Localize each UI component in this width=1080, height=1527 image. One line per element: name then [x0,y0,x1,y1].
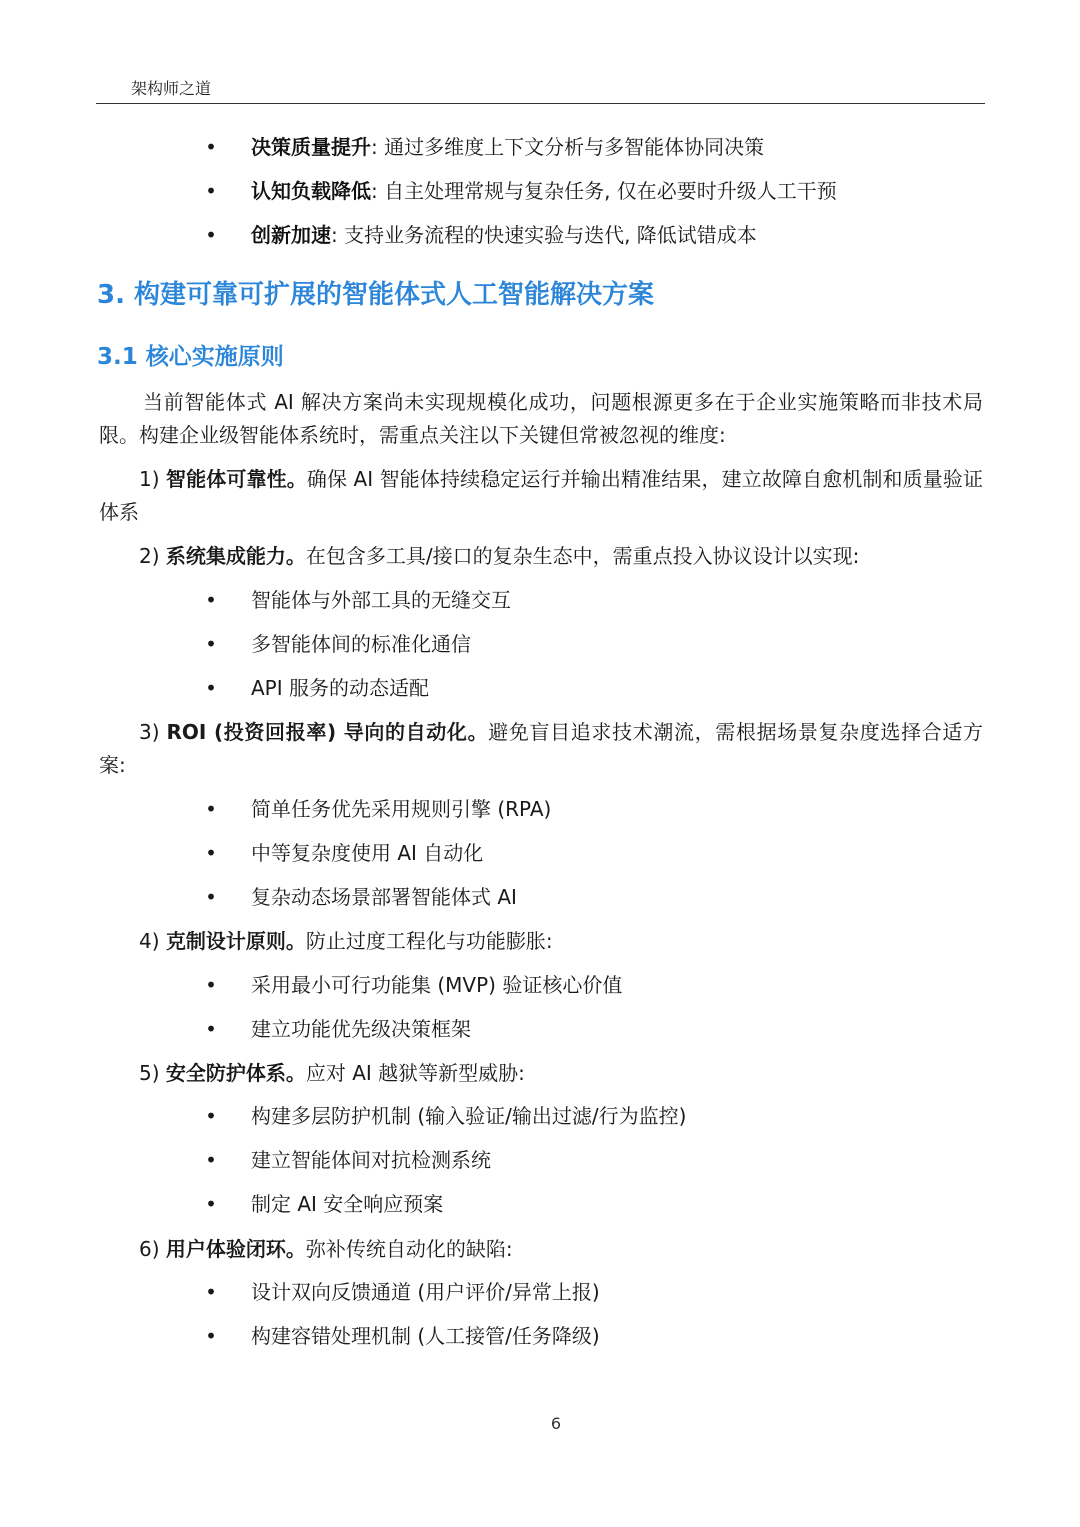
section-heading: 3. 构建可靠可扩展的智能体式人工智能解决方案 [97,280,655,310]
bullet-icon: • [205,1148,217,1172]
item-number: 5) [139,1061,160,1085]
bullet-text: 采用最小可行功能集 (MVP) 验证核心价值 [251,973,623,997]
item-title: 用户体验闭环。 [165,1237,306,1261]
list-item [0,838,1080,868]
page-number: 6 [550,1414,562,1433]
bullet-text: 构建多层防护机制 (输入验证/输出过滤/行为监控) [251,1104,687,1128]
bullet-icon: • [205,1104,217,1128]
bullet-icon: • [205,223,217,247]
header-divider [96,103,985,104]
principle-item-6 [99,1233,983,1266]
item-number: 4) [139,929,160,953]
item-text: 在包含多工具/接口的复杂生态中，需重点投入协议设计以实现: [305,544,860,568]
list-item [0,1321,1080,1351]
bullet-text: : 支持业务流程的快速实验与迭代, 降低试错成本 [331,223,757,247]
item-text: 弥补传统自动化的缺陷: [305,1237,513,1261]
item-number: 2) [139,544,160,568]
list-item [0,1189,1080,1219]
bullet-icon: • [205,1192,217,1216]
list-item [0,629,1080,659]
list-item [0,673,1080,703]
item-title: 克制设计原则。 [165,929,306,953]
intro-text: 当前智能体式 AI 解决方案尚未实现规模化成功，问题根源更多在于企业实施策略而非技术局限。构建企业级智能体系统时，需重点关注以下关键但常被忽视的维度: [99,390,983,447]
bullet-icon: • [205,1324,217,1348]
item-text: 应对 AI 越狱等新型威胁: [305,1061,525,1085]
item-text: 确保 AI 智能体持续稳定运行并输出精准结果，建立故障自愈机制和质量验证体系 [99,467,984,524]
list-item [0,220,1080,250]
bullet-icon: • [205,797,217,821]
list-item [0,794,1080,824]
bullet-icon: • [205,676,217,700]
bullet-text: 多智能体间的标准化通信 [251,632,471,656]
bullet-icon: • [205,885,217,909]
bullet-icon: • [205,1017,217,1041]
bullet-icon: • [205,1280,217,1304]
item-title: 智能体可靠性。 [166,467,307,491]
item-title: 系统集成能力。 [165,544,306,568]
bullet-term: 决策质量提升 [251,135,371,159]
bullet-icon: • [205,135,217,159]
item-number: 6) [139,1237,160,1261]
list-item [0,882,1080,912]
list-item [0,1101,1080,1131]
bullet-text: 复杂动态场景部署智能体式 AI [251,885,517,909]
bullet-icon: • [205,841,217,865]
item-number: 3) [139,720,160,744]
bullet-text: 构建容错处理机制 (人工接管/任务降级) [251,1324,600,1348]
intro-paragraph [99,386,983,452]
subsection-heading: 3.1 核心实施原则 [97,344,284,370]
bullet-text: 制定 AI 安全响应预案 [251,1192,444,1216]
bullet-text: 建立功能优先级决策框架 [251,1017,471,1041]
principle-item-4 [99,925,983,958]
principle-item-2 [99,540,983,573]
bullet-text: : 自主处理常规与复杂任务, 仅在必要时升级人工干预 [371,179,837,203]
list-item [0,132,1080,162]
item-number: 1) [139,467,160,491]
bullet-icon: • [205,973,217,997]
bullet-term: 认知负载降低 [251,179,371,203]
bullet-text: 设计双向反馈通道 (用户评价/异常上报) [251,1280,600,1304]
list-item [0,970,1080,1000]
bullet-icon: • [205,179,217,203]
bullet-text: 简单任务优先采用规则引擎 (RPA) [251,797,552,821]
header-title: 架构师之道 [131,79,212,98]
principle-item-1 [99,463,983,529]
principle-item-5 [99,1057,983,1090]
bullet-text: 中等复杂度使用 AI 自动化 [251,841,484,865]
list-item [0,585,1080,615]
list-item [0,1145,1080,1175]
item-title: ROI (投资回报率) 导向的自动化。 [166,720,489,744]
bullet-text: 建立智能体间对抗检测系统 [251,1148,491,1172]
list-item [0,1014,1080,1044]
bullet-text: API 服务的动态适配 [251,676,429,700]
list-item [0,176,1080,206]
bullet-term: 创新加速 [251,223,331,247]
list-item [0,1277,1080,1307]
bullet-text: 智能体与外部工具的无缝交互 [251,588,511,612]
item-text: 避免盲目追求技术潮流，需根据场景复杂度选择合适方案: [99,720,983,777]
principle-item-3 [99,716,983,782]
item-text: 防止过度工程化与功能膨胀: [305,929,553,953]
bullet-icon: • [205,588,217,612]
item-title: 安全防护体系。 [165,1061,306,1085]
bullet-text: : 通过多维度上下文分析与多智能体协同决策 [371,135,765,159]
bullet-icon: • [205,632,217,656]
